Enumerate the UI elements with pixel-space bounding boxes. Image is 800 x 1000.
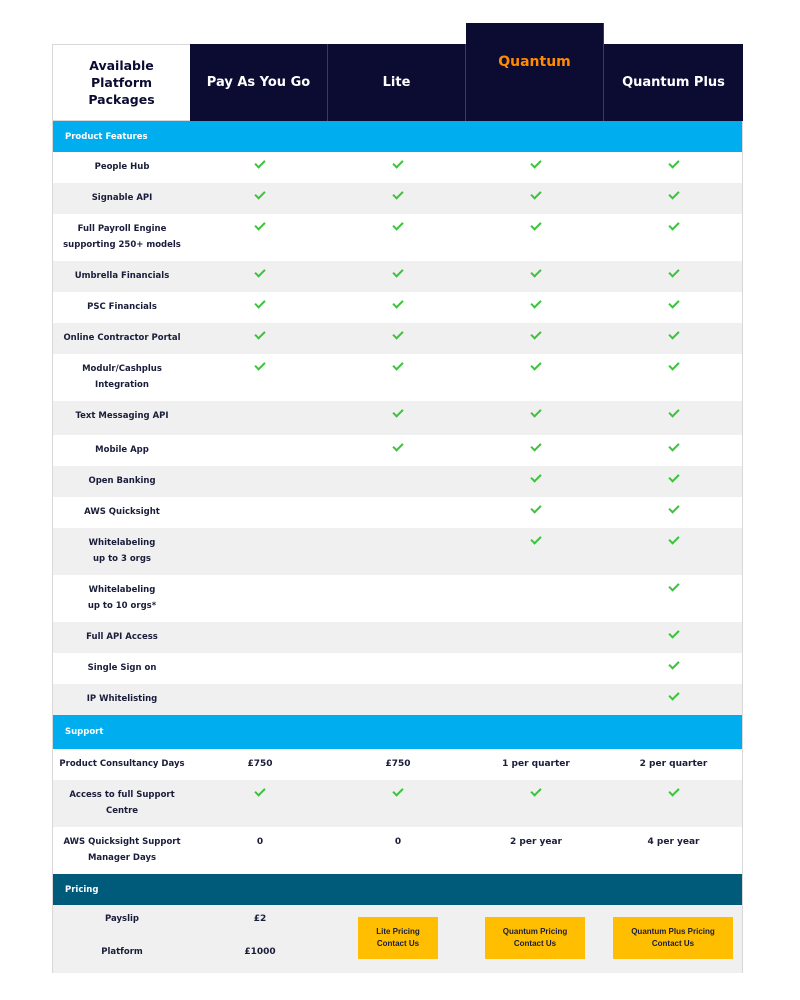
row-label-line: Access to full Support (69, 790, 175, 800)
check-cell (467, 214, 605, 261)
check-icon (668, 504, 680, 514)
row-label-line: AWS Quicksight Support (63, 837, 181, 847)
check-cell (467, 466, 605, 497)
check-icon (668, 330, 680, 340)
empty-cell (329, 622, 467, 653)
check-cell (605, 261, 742, 292)
table-row (53, 575, 742, 622)
check-icon (530, 221, 542, 231)
check-cell (467, 401, 605, 435)
check-cell (329, 354, 467, 401)
empty-cell (329, 528, 467, 575)
check-cell (191, 780, 329, 827)
button-label: Quantum Plus Pricing (631, 927, 715, 936)
check-icon (530, 408, 542, 418)
check-cell (191, 214, 329, 261)
row-label-line: Manager Days (87, 853, 157, 863)
row-label: Mobile App (95, 445, 149, 455)
quantum-plus-pricing-button[interactable] (613, 917, 733, 959)
check-icon (530, 190, 542, 200)
payslip-value: £2 (253, 914, 267, 924)
check-icon (530, 442, 542, 452)
check-icon (668, 660, 680, 670)
check-cell (605, 528, 742, 575)
row-label: PSC Financials (87, 302, 157, 312)
empty-cell (467, 622, 605, 653)
check-icon (254, 159, 266, 169)
check-icon (668, 629, 680, 639)
check-icon (254, 787, 266, 797)
table-row (53, 528, 742, 575)
check-cell (605, 684, 742, 715)
row-label-line: Modulr/Cashplus (82, 364, 162, 374)
row-label: Signable API (91, 193, 153, 203)
check-icon (530, 330, 542, 340)
row-label (53, 827, 191, 874)
check-icon (392, 330, 404, 340)
lite-pricing-button[interactable] (358, 917, 438, 959)
row-label: Product Consultancy Days (59, 759, 185, 769)
value-cell: 0 (394, 837, 402, 847)
empty-cell (191, 622, 329, 653)
check-cell (605, 622, 742, 653)
row-label: IP Whitelisting (86, 694, 158, 704)
button-label: Lite Pricing (376, 927, 420, 936)
row-label: Full API Access (86, 632, 158, 642)
check-icon (668, 268, 680, 278)
plan-header-pay-as-you-go: Pay As You Go (190, 44, 328, 121)
row-label-line: Integration (95, 380, 149, 390)
empty-cell (329, 575, 467, 622)
check-icon (392, 408, 404, 418)
check-icon (668, 787, 680, 797)
table-row (53, 323, 742, 354)
value-cell: 2 per year (510, 837, 562, 847)
check-cell (605, 183, 742, 214)
check-icon (530, 473, 542, 483)
payslip-label: Payslip (105, 914, 139, 924)
check-cell (191, 292, 329, 323)
empty-cell (329, 497, 467, 528)
check-cell (467, 435, 605, 466)
row-label-line: Full Payroll Engine (77, 224, 167, 234)
table-row (53, 401, 742, 435)
row-label: Open Banking (88, 476, 156, 486)
check-cell (605, 780, 742, 827)
check-cell (467, 261, 605, 292)
section-header: Product Features (53, 121, 742, 152)
check-icon (254, 330, 266, 340)
table-row (53, 780, 742, 827)
check-cell (467, 323, 605, 354)
row-label-line: Whitelabeling (88, 538, 156, 548)
row-label (53, 354, 191, 401)
check-icon (530, 361, 542, 371)
row-label: Text Messaging API (75, 411, 169, 421)
check-cell (605, 435, 742, 466)
check-cell (605, 354, 742, 401)
pricing-row (53, 905, 742, 973)
check-icon (668, 408, 680, 418)
table-row (53, 183, 742, 214)
check-cell (605, 152, 742, 183)
empty-cell (191, 575, 329, 622)
table-row (53, 653, 742, 684)
check-icon (530, 268, 542, 278)
row-label (53, 780, 191, 827)
check-icon (392, 190, 404, 200)
check-icon (254, 221, 266, 231)
quantum-pricing-button[interactable] (485, 917, 585, 959)
check-cell (605, 323, 742, 354)
check-cell (329, 183, 467, 214)
table-row (53, 354, 742, 401)
row-label (53, 528, 191, 575)
check-icon (668, 473, 680, 483)
check-cell (605, 292, 742, 323)
check-icon (668, 159, 680, 169)
check-icon (668, 582, 680, 592)
button-sublabel: Contact Us (513, 939, 557, 948)
packages-title: Available Platform Packages (52, 44, 190, 121)
row-label-line: Whitelabeling (88, 585, 156, 595)
check-icon (254, 299, 266, 309)
row-label: AWS Quicksight (84, 507, 160, 517)
check-cell (191, 323, 329, 354)
check-icon (668, 190, 680, 200)
row-label (53, 214, 191, 261)
check-cell (467, 780, 605, 827)
row-label: Umbrella Financials (74, 271, 170, 281)
check-cell (605, 214, 742, 261)
check-icon (668, 442, 680, 452)
check-icon (668, 361, 680, 371)
check-icon (392, 221, 404, 231)
check-cell (605, 575, 742, 622)
check-icon (668, 221, 680, 231)
table-row (53, 622, 742, 653)
empty-cell (191, 528, 329, 575)
empty-cell (191, 684, 329, 715)
table-row (53, 292, 742, 323)
plan-header-lite: Lite (328, 44, 466, 121)
empty-cell (191, 401, 329, 435)
check-cell (191, 152, 329, 183)
row-label: Online Contractor Portal (63, 333, 181, 343)
empty-cell (467, 684, 605, 715)
table-row (53, 497, 742, 528)
check-icon (392, 361, 404, 371)
check-cell (605, 401, 742, 435)
value-cell: 4 per year (647, 837, 700, 847)
row-label-line: up to 10 orgs* (87, 601, 157, 611)
check-icon (254, 361, 266, 371)
check-cell (467, 528, 605, 575)
plan-header-quantum-plus: Quantum Plus (604, 44, 743, 121)
table-row (53, 827, 742, 874)
check-cell (605, 466, 742, 497)
check-cell (329, 780, 467, 827)
table-row (53, 261, 742, 292)
empty-cell (191, 435, 329, 466)
button-label: Quantum Pricing (502, 927, 568, 936)
row-label (53, 575, 191, 622)
check-cell (191, 261, 329, 292)
platform-value: £1000 (244, 947, 276, 957)
check-cell (605, 653, 742, 684)
plan-header-quantum: Quantum (466, 23, 604, 121)
row-label: Single Sign on (87, 663, 157, 673)
check-icon (668, 691, 680, 701)
check-icon (668, 299, 680, 309)
table-row (53, 466, 742, 497)
empty-cell (467, 653, 605, 684)
empty-cell (191, 653, 329, 684)
table-row (53, 749, 742, 780)
check-cell (329, 214, 467, 261)
value-cell: £750 (247, 759, 273, 769)
check-cell (329, 152, 467, 183)
table-row (53, 214, 742, 261)
check-icon (530, 159, 542, 169)
empty-cell (467, 575, 605, 622)
check-cell (329, 401, 467, 435)
empty-cell (329, 684, 467, 715)
check-icon (392, 787, 404, 797)
value-cell: 1 per quarter (502, 759, 570, 769)
value-cell: 2 per quarter (639, 759, 708, 769)
check-icon (530, 299, 542, 309)
check-icon (392, 442, 404, 452)
value-cell: £750 (385, 759, 411, 769)
check-icon (392, 159, 404, 169)
check-cell (329, 323, 467, 354)
empty-cell (329, 653, 467, 684)
platform-label: Platform (101, 947, 143, 957)
check-icon (668, 535, 680, 545)
row-label-line: up to 3 orgs (92, 554, 151, 564)
check-cell (467, 183, 605, 214)
empty-cell (191, 466, 329, 497)
check-cell (191, 354, 329, 401)
check-icon (530, 787, 542, 797)
button-sublabel: Contact Us (651, 939, 695, 948)
section-header: Support (53, 715, 742, 749)
check-cell (467, 354, 605, 401)
check-icon (254, 268, 266, 278)
check-cell (467, 497, 605, 528)
check-cell (329, 261, 467, 292)
comparison-table (52, 121, 743, 973)
value-cell: 0 (256, 837, 264, 847)
check-cell (329, 435, 467, 466)
check-cell (329, 292, 467, 323)
check-icon (392, 299, 404, 309)
check-icon (530, 504, 542, 514)
check-icon (392, 268, 404, 278)
row-label-line: Centre (105, 806, 139, 816)
table-row (53, 684, 742, 715)
check-icon (254, 190, 266, 200)
check-icon (530, 535, 542, 545)
empty-cell (191, 497, 329, 528)
row-label-line: supporting 250+ models (63, 240, 181, 250)
check-cell (191, 183, 329, 214)
check-cell (605, 497, 742, 528)
table-row (53, 152, 742, 183)
table-row (53, 435, 742, 466)
check-cell (467, 292, 605, 323)
check-cell (467, 152, 605, 183)
empty-cell (329, 466, 467, 497)
row-label: People Hub (94, 162, 150, 172)
button-sublabel: Contact Us (376, 939, 420, 948)
section-header-pricing: Pricing (53, 874, 742, 905)
